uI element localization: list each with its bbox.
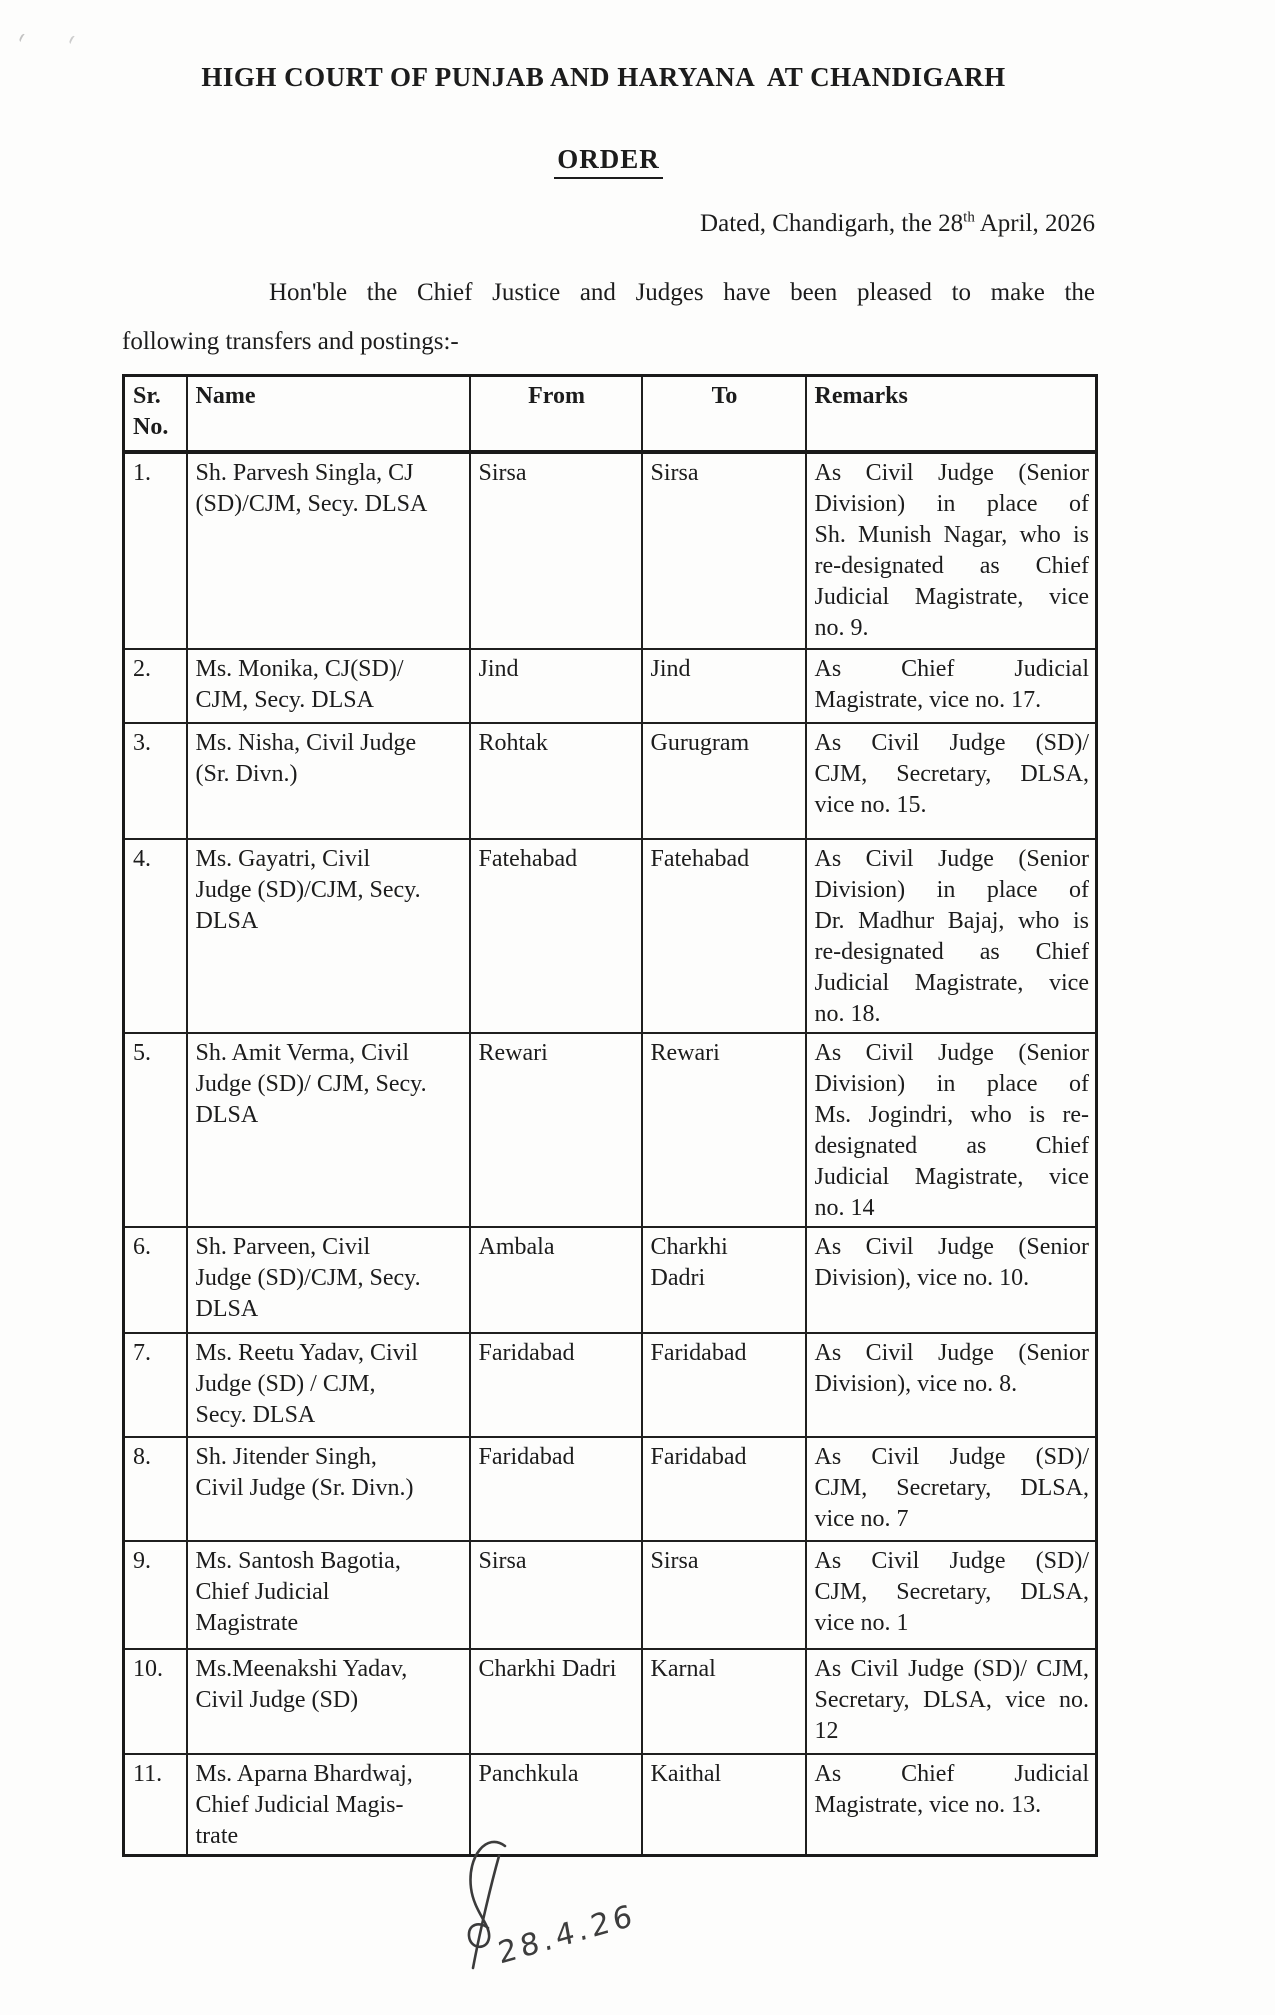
cell-to: [642, 1227, 806, 1333]
cell-line: CJM, Secretary, DLSA,: [814, 1474, 1089, 1501]
cell-line: Judicial Magistrate, vice: [814, 1163, 1089, 1190]
table-header-row: [124, 376, 1097, 452]
table-row: [124, 839, 1097, 1033]
cell-from: [470, 1227, 642, 1333]
cell-to: [642, 452, 806, 649]
cell-line: trate: [195, 1822, 239, 1849]
cell-line: DLSA: [195, 907, 259, 934]
cell-remarks: [806, 1033, 1097, 1227]
cell-line: Judicial Magistrate, vice: [814, 969, 1089, 996]
table-row: [124, 1333, 1097, 1437]
cell-line: (SD)/CJM, Secy. DLSA: [195, 490, 428, 517]
cell-line: Division) in place of: [814, 876, 1089, 903]
cell-line: Sirsa: [478, 459, 527, 486]
table-row: [124, 1437, 1097, 1541]
cell-line: Judge (SD)/ CJM, Secy.: [195, 1070, 427, 1097]
cell-line: CJM, Secretary, DLSA,: [814, 1578, 1089, 1605]
cell-line: Division), vice no. 8.: [814, 1370, 1018, 1397]
cell-remarks: [806, 1227, 1097, 1333]
cell-line: Judicial Magistrate, vice: [814, 583, 1089, 610]
cell-from: [470, 723, 642, 839]
cell-name: [187, 1227, 470, 1333]
cell-to: [642, 1541, 806, 1649]
cell-line: Division) in place of: [814, 490, 1089, 517]
cell-sr-no: 8.: [124, 1437, 187, 1541]
cell-line: Faridabad: [478, 1339, 575, 1366]
cell-remarks: [806, 1333, 1097, 1437]
cell-remarks: [806, 649, 1097, 723]
cell-line: Sh. Munish Nagar, who is: [814, 521, 1089, 548]
cell-to: [642, 839, 806, 1033]
cell-line: vice no. 7: [814, 1505, 909, 1532]
cell-line: Jind: [478, 655, 519, 682]
cell-line: Jind: [650, 655, 691, 682]
cell-line: Gurugram: [650, 729, 750, 756]
cell-line: Ms. Jogindri, who is re-: [814, 1101, 1089, 1128]
cell-line: Faridabad: [650, 1443, 747, 1470]
cell-line: Rewari: [478, 1039, 548, 1066]
cell-name: [187, 1754, 470, 1856]
table-row: [124, 649, 1097, 723]
table-row: [124, 1033, 1097, 1227]
cell-remarks: [806, 1754, 1097, 1856]
date-suffix: April, 2026: [974, 210, 1095, 237]
cell-line: Sirsa: [650, 459, 699, 486]
cell-line: As Civil Judge (Senior: [814, 459, 1089, 486]
cell-line: no. 18.: [814, 1000, 881, 1027]
order-table-body: [124, 452, 1097, 1856]
cell-from: [470, 452, 642, 649]
cell-name: [187, 649, 470, 723]
scan-artifact: [18, 33, 28, 44]
intro-line-2: following transfers and postings:-: [122, 328, 459, 355]
cell-line: Ms. Aparna Bhardwaj,: [195, 1760, 413, 1787]
cell-line: 12: [814, 1717, 839, 1744]
cell-to: [642, 1033, 806, 1227]
table-row: [124, 1227, 1097, 1333]
cell-to: [642, 1333, 806, 1437]
cell-name: [187, 1333, 470, 1437]
cell-line: Chief Judicial: [195, 1578, 330, 1605]
cell-line: Ms. Santosh Bagotia,: [195, 1547, 401, 1574]
cell-name: [187, 452, 470, 649]
cell-line: Secy. DLSA: [195, 1401, 316, 1428]
order-heading: ORDER: [554, 144, 663, 179]
cell-line: Sh. Parveen, Civil: [195, 1233, 371, 1260]
cell-line: Dadri: [650, 1264, 706, 1291]
cell-line: As Civil Judge (Senior: [814, 1233, 1089, 1260]
table-row: [124, 723, 1097, 839]
cell-line: Kaithal: [650, 1760, 722, 1787]
cell-line: DLSA: [195, 1295, 259, 1322]
cell-line: Fatehabad: [478, 845, 578, 872]
cell-sr-no: 5.: [124, 1033, 187, 1227]
cell-line: Secretary, DLSA, vice no.: [814, 1686, 1089, 1713]
cell-line: As Civil Judge (Senior: [814, 845, 1089, 872]
cell-sr-no: 6.: [124, 1227, 187, 1333]
cell-name: [187, 1649, 470, 1754]
cell-from: [470, 1033, 642, 1227]
cell-line: Division), vice no. 10.: [814, 1264, 1030, 1291]
cell-line: As Civil Judge (SD)/: [814, 1443, 1089, 1470]
cell-line: As Civil Judge (SD)/ CJM,: [814, 1655, 1089, 1682]
cell-from: [470, 839, 642, 1033]
cell-line: Charkhi Dadri: [478, 1655, 617, 1682]
transfers-table: [122, 374, 1098, 1857]
cell-line: re-designated as Chief: [814, 552, 1089, 579]
cell-remarks: [806, 1541, 1097, 1649]
cell-line: Chief Judicial Magis-: [195, 1791, 404, 1818]
date-line: [122, 210, 1095, 238]
cell-line: Faridabad: [478, 1443, 575, 1470]
cell-from: [470, 1437, 642, 1541]
header-sr-line: Sr.: [133, 383, 161, 409]
intro-paragraph: [122, 268, 1095, 366]
table-row: [124, 1649, 1097, 1754]
date-prefix: Dated, Chandigarh, the 28: [700, 210, 964, 237]
cell-line: Rohtak: [478, 729, 548, 756]
cell-line: Civil Judge (SD): [195, 1686, 359, 1713]
cell-line: Civil Judge (Sr. Divn.): [195, 1474, 414, 1501]
cell-line: CJM, Secretary, DLSA,: [814, 760, 1089, 787]
cell-line: Faridabad: [650, 1339, 747, 1366]
cell-remarks: [806, 839, 1097, 1033]
cell-line: Panchkula: [478, 1760, 579, 1787]
table-row: [124, 1541, 1097, 1649]
cell-remarks: [806, 1649, 1097, 1754]
cell-remarks: [806, 452, 1097, 649]
cell-line: Ambala: [478, 1233, 555, 1260]
cell-line: (Sr. Divn.): [195, 760, 298, 787]
cell-line: Sirsa: [650, 1547, 699, 1574]
cell-line: Ms.Meenakshi Yadav,: [195, 1655, 408, 1682]
cell-line: Magistrate, vice no. 17.: [814, 686, 1042, 713]
cell-from: [470, 1333, 642, 1437]
header-sr-no: [124, 376, 187, 452]
header-remarks: Remarks: [806, 376, 1097, 452]
cell-line: Ms. Nisha, Civil Judge: [195, 729, 417, 756]
cell-remarks: [806, 723, 1097, 839]
cell-name: [187, 1033, 470, 1227]
cell-line: Sh. Parvesh Singla, CJ: [195, 459, 414, 486]
cell-line: Ms. Reetu Yadav, Civil: [195, 1339, 418, 1366]
cell-line: vice no. 1: [814, 1609, 909, 1636]
header-to: To: [642, 376, 806, 452]
header-from: From: [470, 376, 642, 452]
cell-line: designated as Chief: [814, 1132, 1089, 1159]
signature-block: [445, 1832, 695, 2002]
cell-line: Division) in place of: [814, 1070, 1089, 1097]
cell-line: no. 9.: [814, 614, 869, 641]
page-title: HIGH COURT OF PUNJAB AND HARYANA AT CHANDIGARH: [201, 62, 1006, 92]
cell-name: [187, 1437, 470, 1541]
cell-to: [642, 1437, 806, 1541]
header-sr-line: No.: [133, 414, 169, 440]
intro-line-1: Hon'ble the Chief Justice and Judges have been pleased to make the: [269, 279, 1095, 306]
cell-sr-no: 3.: [124, 723, 187, 839]
cell-line: Judge (SD)/CJM, Secy.: [195, 876, 421, 903]
cell-line: As Civil Judge (SD)/: [814, 729, 1089, 756]
signature-date: 28.4.26: [495, 1897, 639, 1972]
cell-name: [187, 723, 470, 839]
cell-line: CJM, Secy. DLSA: [195, 686, 374, 713]
cell-to: [642, 1649, 806, 1754]
cell-sr-no: 9.: [124, 1541, 187, 1649]
cell-line: re-designated as Chief: [814, 938, 1089, 965]
cell-name: [187, 1541, 470, 1649]
cell-to: [642, 723, 806, 839]
cell-from: [470, 1649, 642, 1754]
cell-sr-no: 1.: [124, 452, 187, 649]
cell-sr-no: 4.: [124, 839, 187, 1033]
scan-artifact: [68, 35, 78, 46]
cell-line: Fatehabad: [650, 845, 750, 872]
cell-line: no. 14: [814, 1194, 875, 1221]
cell-line: Ms. Monika, CJ(SD)/: [195, 655, 404, 682]
cell-line: As Civil Judge (Senior: [814, 1039, 1089, 1066]
cell-line: As Civil Judge (Senior: [814, 1339, 1089, 1366]
cell-line: Ms. Gayatri, Civil: [195, 845, 371, 872]
cell-line: Sh. Jitender Singh,: [195, 1443, 377, 1470]
cell-remarks: [806, 1437, 1097, 1541]
cell-line: Dr. Madhur Bajaj, who is: [814, 907, 1089, 934]
order-heading-wrap: [122, 144, 1095, 179]
cell-sr-no: 10.: [124, 1649, 187, 1754]
cell-line: Charkhi: [650, 1233, 728, 1260]
cell-line: Sirsa: [478, 1547, 527, 1574]
cell-line: Sh. Amit Verma, Civil: [195, 1039, 410, 1066]
date-ordinal-suffix: th: [963, 209, 975, 226]
cell-from: [470, 1541, 642, 1649]
cell-line: As Chief Judicial: [814, 1760, 1089, 1787]
cell-to: [642, 649, 806, 723]
cell-line: Rewari: [650, 1039, 720, 1066]
cell-from: [470, 649, 642, 723]
cell-line: vice no. 15.: [814, 791, 927, 818]
cell-line: Judge (SD) / CJM,: [195, 1370, 376, 1397]
cell-sr-no: 11.: [124, 1754, 187, 1856]
cell-sr-no: 2.: [124, 649, 187, 723]
cell-line: Magistrate: [195, 1609, 299, 1636]
cell-sr-no: 7.: [124, 1333, 187, 1437]
cell-name: [187, 839, 470, 1033]
table-row: [124, 452, 1097, 649]
cell-line: As Chief Judicial: [814, 655, 1089, 682]
signature-icon: [445, 1832, 695, 2002]
cell-line: DLSA: [195, 1101, 259, 1128]
cell-line: Magistrate, vice no. 13.: [814, 1791, 1042, 1818]
cell-line: Karnal: [650, 1655, 716, 1682]
header-name: Name: [187, 376, 470, 452]
cell-line: Judge (SD)/CJM, Secy.: [195, 1264, 421, 1291]
cell-line: As Civil Judge (SD)/: [814, 1547, 1089, 1574]
